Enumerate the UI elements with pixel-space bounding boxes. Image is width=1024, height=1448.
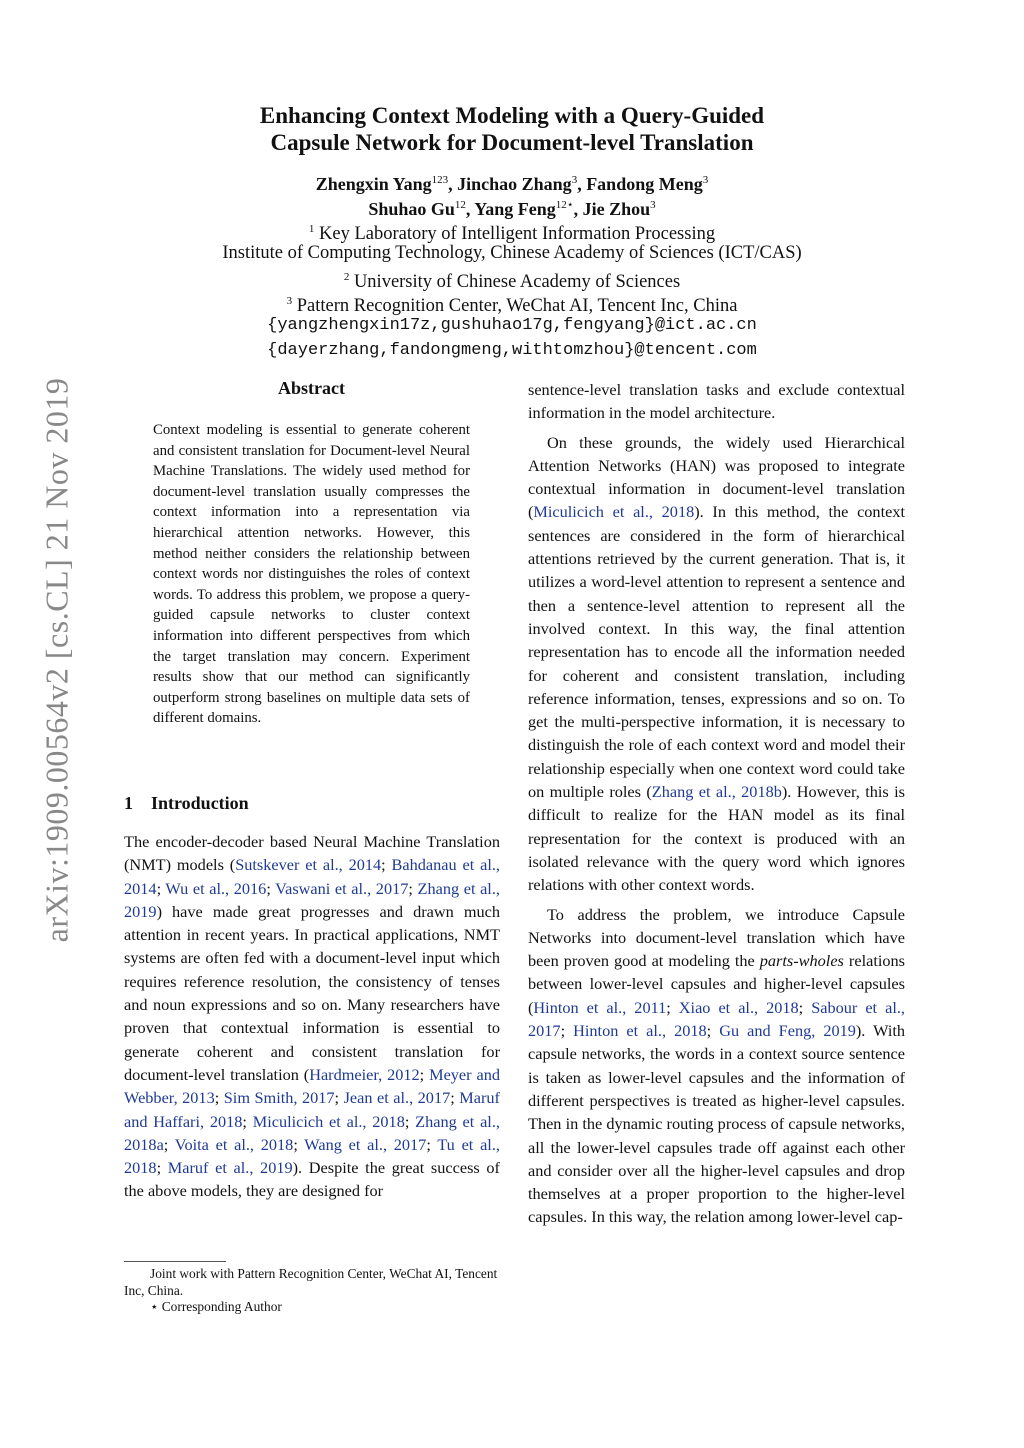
title-line-2: Capsule Network for Document-level Translation	[270, 130, 754, 155]
author-line-2: Shuhao Gu$^{12}$, Yang Feng$^{12⋆}$, Jie Zhou$^3$	[368, 199, 656, 219]
citation-link[interactable]: Vaswani et al., 2017	[275, 878, 409, 898]
footnotes	[124, 1266, 500, 1316]
citation-link[interactable]: Sutskever et al., 2014	[235, 855, 382, 875]
citation-link[interactable]: Meyer and Webber, 2013	[124, 1064, 500, 1108]
citation-link[interactable]: Zhang et al., 2018b	[651, 782, 782, 802]
citation-link[interactable]: Zhang et al., 2019	[124, 878, 500, 921]
section-title: Introduction	[151, 793, 249, 813]
author-affil-sup: 123	[431, 174, 449, 186]
author-name: Yang Feng	[474, 199, 556, 219]
author-affil-sup: 3	[650, 199, 656, 211]
footnote-corresponding: ⋆ Corresponding Author	[150, 1299, 282, 1314]
citation-link[interactable]: Voita et al., 2018	[174, 1134, 294, 1154]
affiliation-2: $^2$ University of Chinese Academy of Sciences	[343, 271, 681, 293]
author-affil-sup: 12	[454, 199, 466, 211]
citation-link[interactable]: Xiao et al., 2018	[678, 997, 799, 1017]
author-name: Zhengxin Yang	[315, 174, 432, 194]
left-column-body	[124, 830, 500, 1209]
intro-paragraph: The encoder-decoder based Neural Machine Translation (NMT) models (Sutskever et al., 2014; Bahdanau et al., 2014; Wu et al., 2016; Vaswani et al., 2017; Zhang et al., 2019) have made great progresses and drawn much attention in recent years. In practical applications, NMT systems are often fed with a document-level input which requires reference resolution, the consistency of tenses and noun expressions and so on. Many researchers have proven that contextual information is essential to generate coherent and consistent translation for document-level translation (Hardmeier, 2012; Meyer and Webber, 2013; Sim Smith, 2017; Jean et al., 2017; Maruf and Haffari, 2018; Miculicich et al., 2018; Zhang et al., 2018a; Voita et al., 2018; Wang et al., 2017; Tu et al., 2018; Maruf et al., 2019). Despite the great success of the above models, they are designed for	[124, 832, 500, 1201]
footnote-joint-work: Joint work with Pattern Recognition Center, WeChat AI, Tencent Inc, China.	[124, 1266, 498, 1298]
arxiv-sidebar	[22, 250, 92, 1070]
citation-link[interactable]: Sim Smith, 2017	[223, 1088, 335, 1108]
author-affil-sup: 12⋆	[555, 199, 574, 211]
citation-link[interactable]: Gu and Feng, 2019	[719, 1021, 856, 1041]
citation-link[interactable]: Jean et al., 2017	[343, 1088, 451, 1108]
author-line-1: Zhengxin Yang$^{123}$, Jinchao Zhang$^3$, Fandong Meng$^3$	[315, 174, 709, 194]
arxiv-identifier: arXiv:1909.00564v2 [cs.CL] 21 Nov 2019	[38, 377, 75, 943]
author-name: Fandong Meng	[586, 174, 703, 194]
author-affil-sup: 3	[571, 174, 578, 186]
email-tencent[interactable]: {dayerzhang,fandongmeng,withtomzhou}@tencent.com	[267, 341, 757, 360]
abstract-body: Context modeling is essential to generate coherent and consistent translation for Document-level Neural Machine Translations. The widely used method for document-level translation usually compresses the context information into a representation via hierarchical attention networks. However, this method neither considers the relationship between context words nor distinguishes the roles of context words. To address this problem, we propose a query-guided capsule networks to cluster context information into different perspectives from which the target translation may concern. Experiment results show that our method can significantly outperform strong baselines on multiple data sets of different domains.	[153, 422, 470, 727]
abstract-heading: Abstract	[278, 378, 345, 398]
citation-link[interactable]: Hinton et al., 2018	[573, 1021, 707, 1041]
title-line-1: Enhancing Context Modeling with a Query-Guided	[259, 103, 765, 128]
citation-link[interactable]: Maruf and Haffari, 2018	[124, 1088, 500, 1131]
affiliation-3: $^3$ Pattern Recognition Center, WeChat AI, Tencent Inc, China	[286, 295, 738, 317]
citation-link[interactable]: Wang et al., 2017	[304, 1134, 427, 1154]
citation-link[interactable]: Maruf et al., 2019	[167, 1158, 293, 1178]
citation-link[interactable]: Zhang et al., 2018a	[124, 1111, 500, 1154]
section-heading-introduction	[124, 793, 249, 814]
email-ict[interactable]: {yangzhengxin17z,gushuhao17g,fengyang}@ict.ac.cn	[267, 316, 757, 335]
author-name: Jie Zhou	[582, 199, 651, 219]
citation-link[interactable]: Tu et al., 2018	[124, 1134, 500, 1178]
citation-link[interactable]: Hardmeier, 2012	[309, 1064, 420, 1084]
author-name: Jinchao Zhang	[457, 174, 572, 194]
paper-title	[0, 102, 1024, 156]
author-name: Shuhao Gu	[368, 199, 455, 219]
footnote-divider	[124, 1261, 226, 1262]
affiliation-1: $^1$ Key Laboratory of Intelligent Information Processing	[308, 223, 716, 245]
section-number: 1	[124, 793, 133, 813]
paragraph: sentence-level translation tasks and exclude contextual information in the model architecture.	[528, 380, 905, 423]
citation-link[interactable]: Bahdanau et al., 2014	[124, 855, 500, 898]
right-column-body	[528, 378, 905, 1235]
affiliation-1b: Institute of Computing Technology, Chinese Academy of Sciences (ICT/CAS)	[222, 243, 802, 263]
citation-link[interactable]: Sabour et al., 2017	[528, 997, 905, 1041]
citation-link[interactable]: Miculicich et al., 2018	[533, 502, 695, 522]
paragraph: To address the problem, we introduce Capsule Networks into document-level translation which have been proven good at modeling the parts-wholes relations between lower-level capsules and higher-level capsules (Hinton et al., 2011; Xiao et al., 2018; Sabour et al., 2017; Hinton et al., 2018; Gu and Feng, 2019). With capsule networks, the words in a context source sentence is taken as lower-level capsules and the information of different perspectives is treated as higher-level capsules. Then in the dynamic routing process of capsule networks, all the lower-level capsules trade off against each other and consider over all the higher-level capsules and drop themselves at a proper proportion to the higher-level capsules. In this way, the relation among lower-level cap-	[528, 904, 906, 1227]
citation-link[interactable]: Wu et al., 2016	[165, 878, 267, 898]
author-affil-sup: 3	[702, 174, 709, 186]
paragraph: On these grounds, the widely used Hierarchical Attention Networks (HAN) was proposed to integrate contextual information in document-level translation (Miculicich et al., 2018). In this method, the context sentences are considered in the form of hierarchical attentions retrieved by the current generation. That is, it utilizes a word-level attention to represent a sentence and then a sentence-level attention to represent all the involved context. In this way, the final attention representation has to encode all the information needed for coherent and consistent translation, including reference information, tenses, expressions and so on. To get the multi-perspective information, it is necessary to distinguish the role of each context word and model their relationship especially when one context word could take on multiple roles (Zhang et al., 2018b). However, this is difficult to realize for the HAN model as its final representation for the context is produced with an isolated relevance with the query word which ignores relations with other context words.	[528, 432, 905, 895]
citation-link[interactable]: Hinton et al., 2011	[533, 997, 667, 1017]
citation-link[interactable]: Miculicich et al., 2018	[252, 1111, 405, 1131]
